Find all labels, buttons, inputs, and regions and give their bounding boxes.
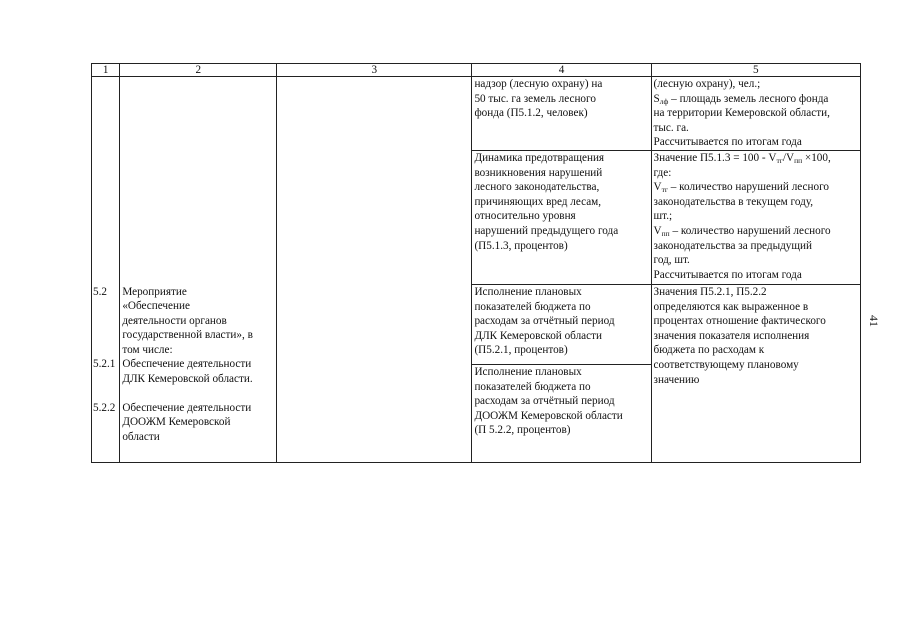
text-line: где: xyxy=(653,166,672,179)
text-line: 50 тыс. га земель лесного xyxy=(474,92,596,105)
measure-cell xyxy=(120,77,277,285)
text-line: относительно уровня xyxy=(474,210,576,223)
text-line: лесного законодательства, xyxy=(474,181,600,194)
text-line: том числе: xyxy=(122,343,173,356)
symbol: V xyxy=(653,181,662,194)
text-line xyxy=(654,180,858,195)
symbol: S xyxy=(653,92,660,105)
text-line: шт.; xyxy=(653,210,673,223)
subscript: лф xyxy=(659,96,669,106)
number-cell xyxy=(92,285,120,463)
text-line: Рассчитывается по итогам года xyxy=(653,268,802,281)
text-line: соответствующему плановому xyxy=(653,358,799,371)
table-header-row xyxy=(92,64,861,77)
text-line: деятельности органов xyxy=(122,314,227,327)
header-cell-5: 5 xyxy=(651,64,860,77)
indicator-cell xyxy=(472,285,651,365)
subscript: пп xyxy=(661,228,670,238)
method-cell xyxy=(651,77,860,151)
item-number: 5.2 xyxy=(93,285,107,298)
text-line: Рассчитывается по итогам года xyxy=(653,136,802,149)
text-line: области xyxy=(122,430,160,443)
text-line: показателей бюджета по xyxy=(474,300,591,313)
text-line: законодательства в текущем году, xyxy=(653,195,814,208)
text-line: значению xyxy=(653,373,700,386)
text-line: Мероприятие xyxy=(122,285,187,298)
text-line: (П5.2.1, процентов) xyxy=(474,344,568,357)
text-line: процентах отношение фактического xyxy=(653,315,826,328)
header-cell-2: 2 xyxy=(120,64,277,77)
text-line: определяются как выраженное в xyxy=(653,300,809,313)
text-line: значения показателя исполнения xyxy=(653,329,810,342)
formula-line xyxy=(654,151,858,166)
subscript: тг xyxy=(776,156,783,165)
text-line: фонда (П5.1.2, человек) xyxy=(474,107,588,120)
text-line: Исполнение плановых xyxy=(474,366,582,378)
text-line: Обеспечение деятельности xyxy=(122,358,252,371)
text-run: Значение П5.1.3 = 100 - V xyxy=(653,152,777,164)
number-cell xyxy=(92,77,120,285)
text-line: Динамика предотвращения xyxy=(474,152,605,164)
text-line: год, шт. xyxy=(653,254,690,267)
text-line: на территории Кемеровской области, xyxy=(653,107,830,120)
indicator-cell xyxy=(472,77,651,151)
indicator-cell xyxy=(472,151,651,285)
header-cell-3: 3 xyxy=(277,64,472,77)
header-cell-1: 1 xyxy=(92,64,120,77)
measure-cell xyxy=(120,285,277,463)
text-line: причиняющих вред лесам, xyxy=(474,195,602,208)
header-cell-4: 4 xyxy=(472,64,651,77)
text-run: /V xyxy=(782,152,795,164)
col3-cell xyxy=(277,77,472,463)
text-run: – количество нарушений лесного xyxy=(669,224,831,237)
text-line: возникновения нарушений xyxy=(474,166,603,179)
subscript: пп xyxy=(794,156,803,165)
text-line: расходам за отчётный период xyxy=(474,395,615,408)
text-line: (П 5.2.2, процентов) xyxy=(474,424,571,437)
text-line: Исполнение плановых xyxy=(474,286,582,298)
indicator-cell xyxy=(472,365,651,463)
text-line: показателей бюджета по xyxy=(474,380,591,393)
text-line xyxy=(654,224,858,239)
text-line: расходам за отчётный период xyxy=(474,315,615,328)
text-line: ДООЖМ Кемеровской области xyxy=(474,409,623,422)
page-number: 41 xyxy=(867,315,881,327)
text-run: ×100, xyxy=(802,152,831,164)
text-line: ДЛК Кемеровской области. xyxy=(122,373,253,386)
text-line: ДЛК Кемеровской области xyxy=(474,329,602,342)
symbol: V xyxy=(653,224,662,237)
text-line: (лесную охрану), чел.; xyxy=(653,78,761,90)
item-number: 5.2.1 xyxy=(93,358,116,371)
text-line: государственной власти», в xyxy=(122,329,253,342)
text-line: законодательства за предыдущий xyxy=(653,239,812,252)
table-row xyxy=(92,285,861,365)
text-run: – площадь земель лесного фонда xyxy=(668,92,829,105)
text-run: – количество нарушений лесного xyxy=(667,181,829,194)
indicator-table xyxy=(91,63,861,463)
text-line: (П5.1.3, процентов) xyxy=(474,239,568,252)
text-line: надзор (лесную охрану) на xyxy=(474,78,603,90)
text-line: «Обеспечение xyxy=(122,300,190,313)
method-cell xyxy=(651,151,860,285)
subscript: тг xyxy=(661,185,668,195)
text-line: нарушений предыдущего года xyxy=(474,224,619,237)
text-line: ДООЖМ Кемеровской xyxy=(122,416,231,429)
method-cell xyxy=(651,285,860,463)
table-row xyxy=(92,77,861,151)
text-line: Значения П5.2.1, П5.2.2 xyxy=(653,286,767,298)
text-line: Обеспечение деятельности xyxy=(122,401,252,414)
text-line xyxy=(654,92,858,107)
item-number: 5.2.2 xyxy=(93,402,116,415)
text-line: тыс. га. xyxy=(653,121,689,134)
text-line: бюджета по расходам к xyxy=(653,344,765,357)
